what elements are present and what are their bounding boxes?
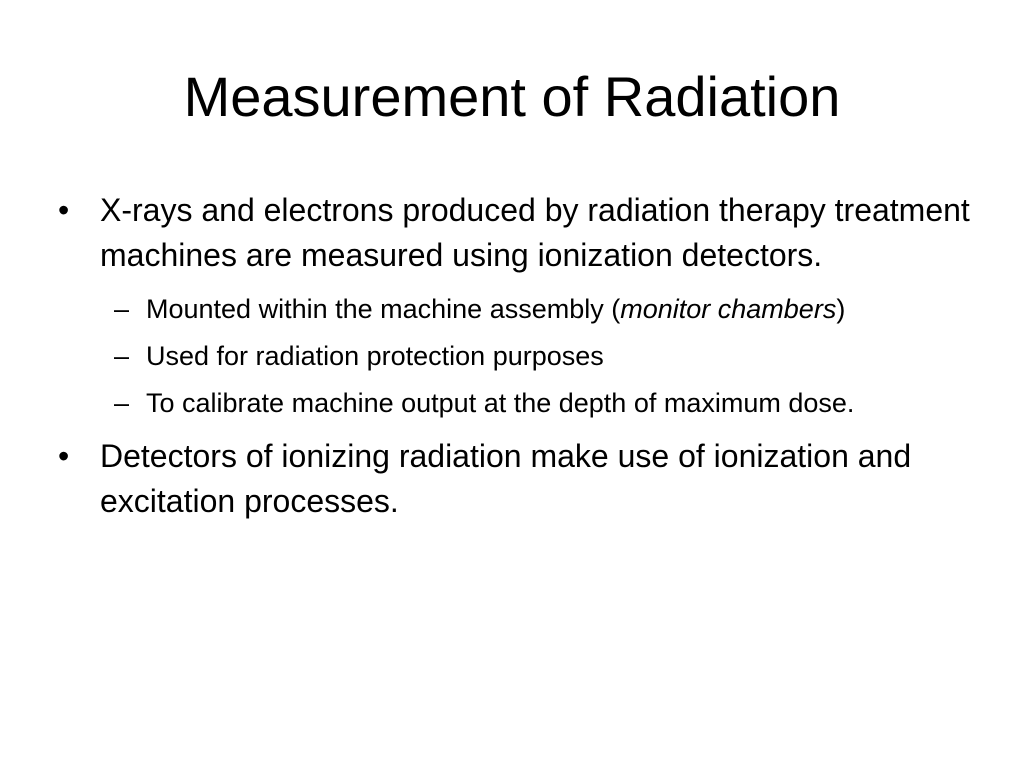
sub-bullet-item-1 bbox=[114, 290, 978, 328]
dash-marker: – bbox=[114, 341, 130, 371]
sub-bullet-item-2 bbox=[114, 337, 978, 375]
sub-bullet-italic-term: monitor chambers bbox=[620, 294, 837, 324]
sub-bullet-text-1: Mounted within the machine assembly ( bbox=[146, 294, 621, 324]
sub-bullet-text-2: Used for radiation protection purposes bbox=[146, 341, 604, 371]
sub-bullet-text-3: To calibrate machine output at the depth of maximum dose. bbox=[146, 388, 855, 418]
bullet-marker: • bbox=[58, 438, 70, 474]
bullet-text-2: Detectors of ionizing radiation make use of ionization and excitation processes. bbox=[100, 438, 912, 519]
bullet-text-1: X-rays and electrons produced by radiation therapy treatment machines are measured using ionization detectors. bbox=[100, 192, 970, 273]
sub-bullet-close-paren: ) bbox=[836, 294, 846, 324]
slide-body bbox=[58, 188, 978, 536]
bullet-item-2 bbox=[58, 434, 978, 524]
sub-bullet-list bbox=[58, 290, 978, 422]
sub-bullet-item-3 bbox=[114, 384, 978, 422]
bullet-item-1 bbox=[58, 188, 978, 278]
dash-marker: – bbox=[114, 388, 130, 418]
bullet-marker: • bbox=[58, 192, 70, 228]
dash-marker: – bbox=[114, 294, 130, 324]
slide-title: Measurement of Radiation bbox=[183, 65, 841, 128]
